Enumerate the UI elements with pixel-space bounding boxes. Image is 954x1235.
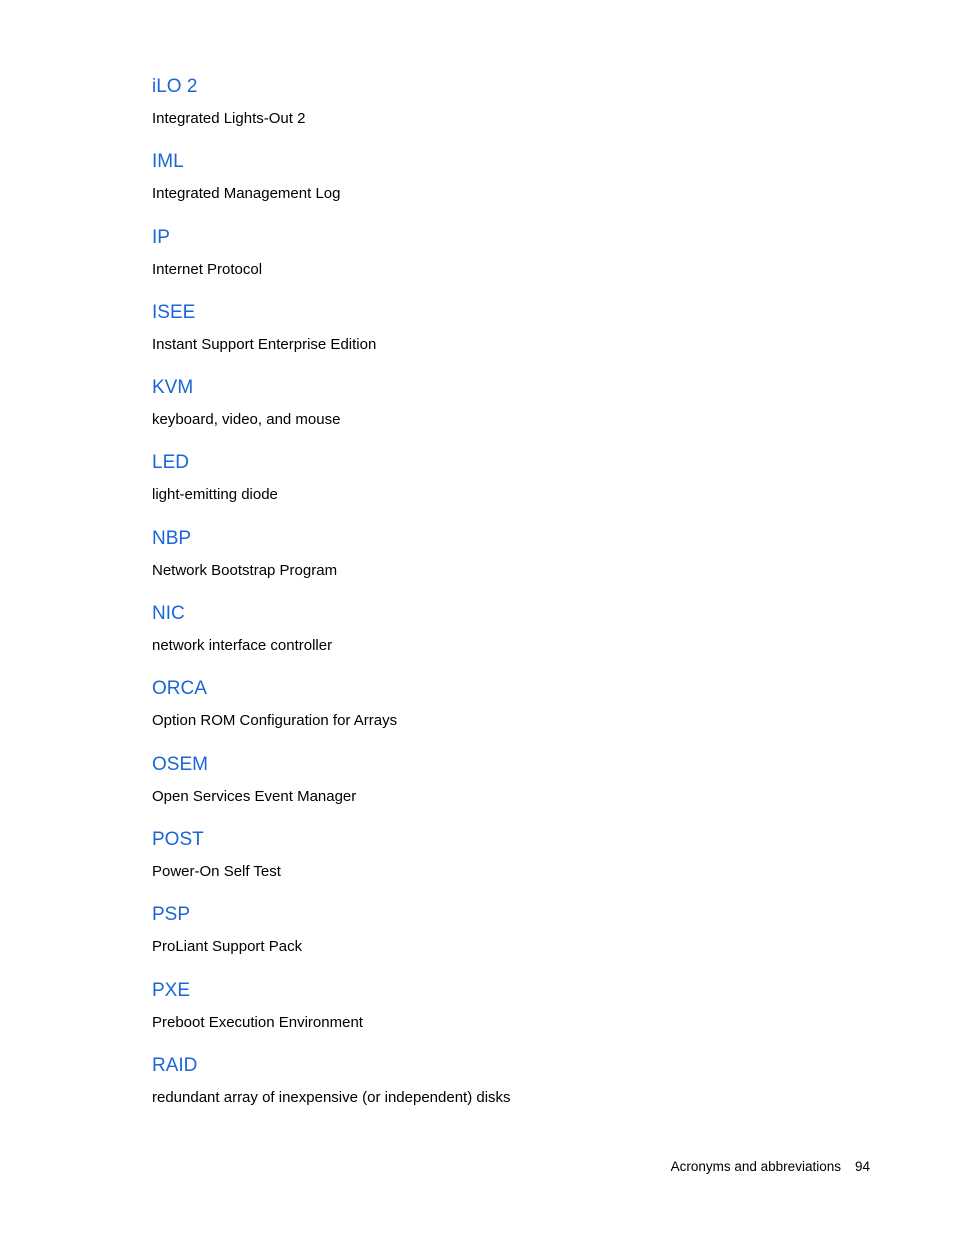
glossary-entry	[152, 225, 852, 300]
glossary-entry	[152, 827, 852, 902]
glossary-term[interactable]: KVM	[152, 377, 194, 399]
glossary-term[interactable]: NIC	[152, 603, 185, 625]
footer-section-title: Acronyms and abbreviations	[670, 1159, 841, 1174]
glossary-entry	[152, 676, 852, 751]
glossary-term[interactable]: RAID	[152, 1054, 198, 1076]
glossary-definition: keyboard, video, and mouse	[152, 411, 341, 429]
glossary-definition: redundant array of inexpensive (or independent) disks	[152, 1088, 511, 1106]
glossary-term[interactable]: IP	[152, 226, 170, 248]
glossary-definition: Option ROM Configuration for Arrays	[152, 712, 398, 730]
glossary-term[interactable]: iLO 2	[152, 76, 198, 97]
glossary-term[interactable]: PSP	[152, 904, 191, 926]
glossary-entry	[152, 978, 852, 1053]
glossary-definition: network interface controller	[152, 637, 333, 655]
glossary-term[interactable]: POST	[152, 828, 204, 850]
glossary-entry	[152, 526, 852, 601]
glossary-term[interactable]: ISEE	[152, 301, 196, 323]
glossary-entry	[152, 375, 852, 450]
glossary-entry	[152, 1053, 852, 1128]
glossary-term[interactable]: NBP	[152, 527, 192, 549]
page-number: 94	[854, 1159, 870, 1174]
glossary-definition: Integrated Management Log	[152, 185, 341, 203]
glossary-definition: Integrated Lights-Out 2	[152, 110, 306, 127]
glossary-list	[152, 74, 852, 1128]
page-footer	[671, 1158, 870, 1176]
glossary-definition: Network Bootstrap Program	[152, 561, 338, 579]
glossary-entry	[152, 601, 852, 676]
glossary-term[interactable]: ORCA	[152, 678, 207, 700]
glossary-definition: Instant Support Enterprise Edition	[152, 335, 377, 353]
glossary-entry	[152, 300, 852, 375]
glossary-definition: Preboot Execution Environment	[152, 1013, 363, 1031]
glossary-definition: Power-On Self Test	[152, 862, 281, 880]
glossary-term[interactable]: PXE	[152, 979, 191, 1001]
glossary-definition: ProLiant Support Pack	[152, 938, 303, 956]
glossary-term[interactable]: OSEM	[152, 753, 208, 775]
glossary-definition: Open Services Event Manager	[152, 787, 357, 805]
glossary-entry	[152, 149, 852, 224]
glossary-entry	[152, 902, 852, 977]
glossary-entry	[152, 450, 852, 525]
glossary-entry	[152, 752, 852, 827]
glossary-term[interactable]: IML	[152, 151, 184, 173]
glossary-definition: Internet Protocol	[152, 260, 263, 278]
glossary-term[interactable]: LED	[152, 452, 189, 474]
glossary-entry	[152, 74, 852, 149]
glossary-definition: light-emitting diode	[152, 486, 278, 504]
